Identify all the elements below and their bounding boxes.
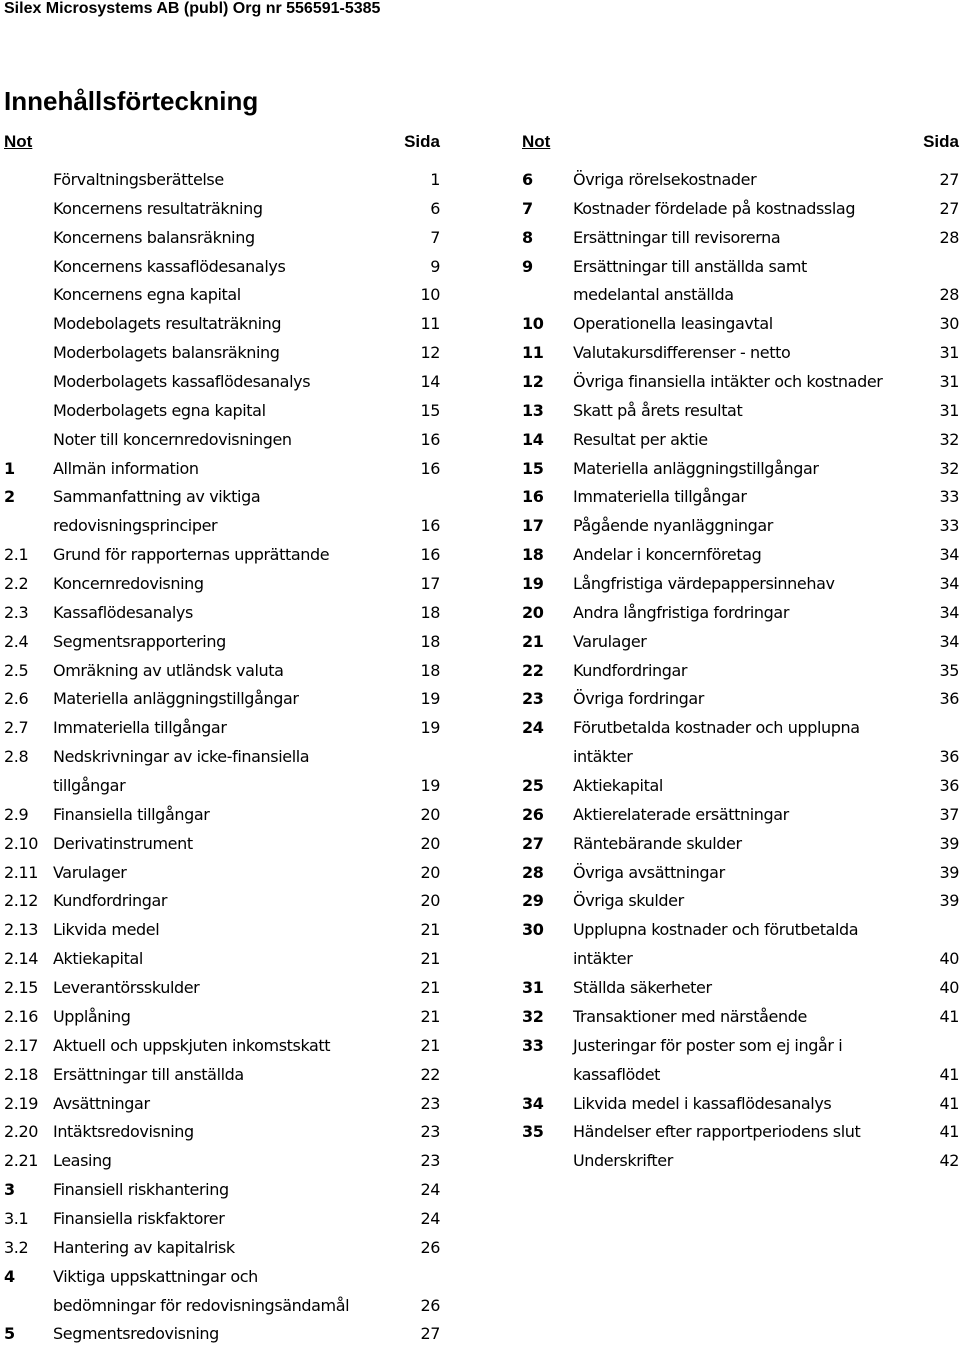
toc-entry-page: 40 [939,949,959,969]
toc-entry [4,195,440,224]
toc-entry-number: 2.16 [4,1006,39,1026]
toc-entry-number: 30 [522,920,544,940]
toc-entry-label: Övriga fordringar [573,689,704,709]
toc-entry-page: 20 [420,891,440,911]
toc-entry-page: 34 [939,602,959,622]
toc-entry [522,368,959,397]
toc-entry-label: Aktiekapital [573,776,663,796]
toc-entry-page: 36 [939,747,959,767]
toc-entry [4,657,440,686]
toc-entry-page: 12 [420,343,440,363]
toc-entry [522,974,959,1003]
toc-entry-label: Moderbolagets kassaflödesanalys [53,372,311,392]
toc-entry-label: Varulager [53,862,127,882]
toc-entry-number: 11 [522,343,544,363]
toc-entry [522,455,959,484]
toc-entry-number: 25 [522,776,544,796]
toc-entry [4,743,440,772]
toc-entry-label: Leasing [53,1151,112,1171]
toc-entry [4,455,440,484]
toc-entry-page: 16 [420,516,440,536]
toc-entry-page: 40 [939,978,959,998]
toc-entry-number: 13 [522,400,544,420]
toc-entry-number: 2.7 [4,718,29,738]
toc-entry [522,339,959,368]
toc-entry-number: 20 [522,602,544,622]
toc-entry-label: Resultat per aktie [573,429,708,449]
toc-entry [4,830,440,859]
toc-entry-label: Aktiekapital [53,949,143,969]
toc-entry-label: Upplupna kostnader och förutbetalda [573,920,859,940]
toc-entry-page: 31 [939,400,959,420]
toc-entry-label: Viktiga uppskattningar och [53,1266,258,1286]
toc-entry-label: Ställda säkerheter [573,978,712,998]
toc-entry-number: 2.10 [4,833,39,853]
toc-entry-number: 2.5 [4,660,29,680]
toc-entry [522,310,959,339]
toc-entry [522,628,959,657]
toc-entry [522,1032,959,1061]
toc-entry-label: Likvida medel [53,920,160,940]
toc-entry-label: Övriga skulder [573,891,684,911]
toc-entry [4,685,440,714]
toc-entry-number: 2.11 [4,862,39,882]
toc-entry-page: 23 [420,1151,440,1171]
toc-entry-number: 18 [522,545,544,565]
toc-entry-page: 24 [420,1208,440,1228]
toc-entry-page: 23 [420,1093,440,1113]
toc-entry [4,253,440,282]
toc-entry [4,166,440,195]
toc-entry [522,166,959,195]
toc-entry-number: 32 [522,1006,544,1026]
toc-entry-number: 2.2 [4,574,29,594]
toc-entry-label: Moderbolagets balansräkning [53,343,280,363]
toc-entry-page: 24 [420,1180,440,1200]
toc-entry [522,887,959,916]
toc-entry [522,570,959,599]
toc-entry-page: 19 [420,718,440,738]
toc-entry [4,541,440,570]
toc-entry [522,483,959,512]
toc-entry-number: 6 [522,170,533,189]
toc-entry-number: 24 [522,718,544,738]
toc-entry-number: 28 [522,862,544,882]
toc-entry-page: 19 [420,776,440,796]
toc-entry-number: 2.6 [4,689,29,709]
toc-entry-page: 28 [939,227,959,247]
toc-entry-page: 30 [939,314,959,334]
toc-entry [4,483,440,512]
toc-entry-label: Grund för rapporternas upprättande [53,545,330,565]
toc-entry [522,945,959,974]
toc-entry-number: 3 [4,1180,15,1200]
toc-entry-label: Koncernens balansräkning [53,227,255,247]
toc-entry [522,1061,959,1090]
toc-entry-page: 39 [939,833,959,853]
toc-entry-label: Noter till koncernredovisningen [53,429,292,449]
company-header: Silex Microsystems AB (publ) Org nr 556591-5385 [4,0,381,17]
toc-entry-label: Modebolagets resultaträkning [53,314,282,334]
toc-entry-label: Segmentsrapportering [53,631,226,651]
toc-entry-label: Långfristiga värdepappersinnehav [573,574,835,594]
toc-entry-label: Förvaltningsberättelse [53,170,224,189]
toc-entry [4,570,440,599]
toc-entry-page: 35 [939,660,959,680]
toc-entry-label: tillgångar [53,776,126,796]
right-column-header [522,132,959,154]
toc-entry [4,974,440,1003]
toc-entry-number: 12 [522,372,544,392]
toc-entry-label: Förutbetalda kostnader och upplupna [573,718,860,738]
toc-entry [522,541,959,570]
toc-entry-number: 1 [4,458,15,478]
toc-entry-page: 23 [420,1122,440,1142]
toc-entry-page: 42 [939,1151,959,1171]
toc-entry [522,743,959,772]
toc-entry [4,1292,440,1321]
toc-entry-label: Koncernens resultaträkning [53,198,263,218]
toc-entry-label: medelantal anställda [573,285,734,305]
toc-entry-label: Leverantörsskulder [53,978,200,998]
toc-entry-label: kassaflödet [573,1064,661,1084]
toc-entry-page: 34 [939,631,959,651]
toc-entry-number: 5 [4,1324,15,1344]
toc-entry [522,599,959,628]
toc-entry-page: 22 [420,1064,440,1084]
toc-entry-page: 32 [939,429,959,449]
toc-entry-label: Operationella leasingavtal [573,314,773,334]
toc-entry-number: 2.18 [4,1064,39,1084]
toc-entry-page: 14 [420,372,440,392]
toc-entry [522,1003,959,1032]
toc-entry-label: Hantering av kapitalrisk [53,1237,235,1257]
toc-entry-page: 36 [939,776,959,796]
toc-entry [522,1118,959,1147]
toc-entry-label: Transaktioner med närstående [573,1006,807,1026]
toc-entry-page: 41 [939,1006,959,1026]
toc-entry-page: 20 [420,833,440,853]
toc-entry-page: 28 [939,285,959,305]
not-column-label: Not [4,132,33,151]
toc-entry [4,859,440,888]
toc-entry-page: 39 [939,891,959,911]
toc-entry [522,1090,959,1119]
toc-entry [4,945,440,974]
toc-entry-page: 17 [420,574,440,594]
toc-entry-number: 26 [522,804,544,824]
toc-entry [4,599,440,628]
toc-entry-label: intäkter [573,949,633,969]
toc-entry-page: 16 [420,429,440,449]
toc-entry-number: 7 [522,198,533,218]
toc-entry-page: 16 [420,545,440,565]
toc-entry [4,1234,440,1263]
toc-entry-page: 18 [420,660,440,680]
toc-entry-page: 41 [939,1122,959,1142]
toc-entry-page: 32 [939,458,959,478]
toc-entry [522,772,959,801]
toc-entry-number: 9 [522,256,533,276]
toc-entry-page: 16 [420,458,440,478]
toc-entry-label: bedömningar för redovisningsändamål [53,1295,350,1315]
toc-entry-number: 3.1 [4,1208,29,1228]
toc-entry-page: 1 [430,170,440,189]
toc-entry-label: Upplåning [53,1006,131,1026]
toc-entry-label: Allmän information [53,458,199,478]
toc-entry-label: Omräkning av utländsk valuta [53,660,284,680]
toc-entry-label: Sammanfattning av viktiga [53,487,261,507]
toc-entry-label: Moderbolagets egna kapital [53,400,266,420]
toc-entry-page: 21 [420,978,440,998]
toc-entry-number: 2.8 [4,747,29,767]
page-title: Innehållsförteckning [4,86,259,116]
toc-left-column [4,166,440,1349]
toc-entry-number: 2 [4,487,15,507]
toc-entry [4,397,440,426]
toc-entry-label: Intäktsredovisning [53,1122,194,1142]
toc-entry-page: 39 [939,862,959,882]
toc-entry-label: Aktuell och uppskjuten inkomstskatt [53,1035,331,1055]
toc-entry [4,368,440,397]
toc-entry-label: Kostnader fördelade på kostnadsslag [573,198,856,218]
toc-entry-label: Materiella anläggningstillgångar [573,458,819,478]
toc-entry [522,224,959,253]
toc-entry-label: Övriga avsättningar [573,862,725,882]
toc-entry-number: 19 [522,574,544,594]
toc-entry-page: 10 [420,285,440,305]
toc-entry-number: 2.1 [4,545,29,565]
toc-entry [522,281,959,310]
toc-entry-label: Aktierelaterade ersättningar [573,804,789,824]
toc-entry-label: Koncernens kassaflödesanalys [53,256,286,276]
toc-entry-label: Underskrifter [573,1151,673,1171]
toc-entry [4,426,440,455]
toc-entry [522,512,959,541]
toc-entry-label: Koncernredovisning [53,574,204,594]
toc-entry-page: 9 [430,256,440,276]
toc-entry-label: Segmentsredovisning [53,1324,219,1344]
toc-entry [4,1176,440,1205]
left-column-header [4,132,440,154]
toc-entry-label: Övriga rörelsekostnader [573,170,757,189]
toc-entry [522,714,959,743]
toc-entry-number: 2.12 [4,891,39,911]
toc-entry-page: 33 [939,487,959,507]
toc-entry-label: Nedskrivningar av icke-finansiella [53,747,310,767]
toc-entry-page: 27 [939,198,959,218]
toc-entry-label: Likvida medel i kassaflödesanalys [573,1093,832,1113]
toc-entry-page: 41 [939,1064,959,1084]
toc-entry [522,859,959,888]
toc-entry-number: 16 [522,487,544,507]
toc-entry-number: 21 [522,631,544,651]
toc-entry-number: 15 [522,458,544,478]
toc-entry-number: 2.20 [4,1122,39,1142]
toc-entry-label: Derivatinstrument [53,833,193,853]
toc-entry-label: Finansiella riskfaktorer [53,1208,225,1228]
toc-entry-number: 35 [522,1122,544,1142]
toc-entry [522,195,959,224]
toc-entry [4,310,440,339]
toc-entry-page: 37 [939,804,959,824]
toc-entry [4,772,440,801]
toc-entry-label: Skatt på årets resultat [573,400,743,420]
toc-entry [4,1003,440,1032]
toc-entry-page: 20 [420,804,440,824]
toc-entry-page: 27 [939,170,959,189]
toc-entry-page: 19 [420,689,440,709]
toc-entry-label: Kundfordringar [53,891,168,911]
toc-entry [4,1118,440,1147]
sida-column-label: Sida [923,132,959,151]
toc-entry-number: 23 [522,689,544,709]
toc-entry-number: 33 [522,1035,544,1055]
toc-entry [4,714,440,743]
toc-entry-page: 31 [939,372,959,392]
toc-entry-number: 2.9 [4,804,29,824]
toc-entry-number: 2.3 [4,602,29,622]
toc-entry-page: 21 [420,1006,440,1026]
toc-entry-label: Materiella anläggningstillgångar [53,689,299,709]
toc-entry [4,339,440,368]
toc-entry-page: 21 [420,949,440,969]
not-column-label: Not [522,132,551,151]
toc-entry [522,801,959,830]
toc-entry [522,397,959,426]
toc-entry-label: Händelser efter rapportperiodens slut [573,1122,861,1142]
toc-entry-number: 17 [522,516,544,536]
toc-entry-page: 11 [420,314,440,334]
toc-entry-number: 8 [522,227,533,247]
toc-right-column [522,166,959,1176]
toc-entry [522,657,959,686]
toc-entry-label: Ersättningar till anställda [53,1064,244,1084]
toc-entry [522,830,959,859]
toc-entry [522,1147,959,1176]
toc-entry-label: Justeringar för poster som ej ingår i [573,1035,843,1055]
toc-entry-page: 7 [430,227,440,247]
toc-entry-number: 2.21 [4,1151,39,1171]
toc-entry-label: Avsättningar [53,1093,150,1113]
toc-entry-label: Räntebärande skulder [573,833,742,853]
toc-entry-label: Finansiell riskhantering [53,1180,229,1200]
toc-entry-number: 2.13 [4,920,39,940]
toc-entry-number: 2.19 [4,1093,39,1113]
toc-entry [522,916,959,945]
toc-entry-label: Kassaflödesanalys [53,602,193,622]
toc-entry [4,887,440,916]
toc-entry-page: 18 [420,602,440,622]
toc-entry-label: Andra långfristiga fordringar [573,602,789,622]
toc-entry-label: Immateriella tillgångar [53,718,227,738]
toc-entry-label: Valutakursdifferenser - netto [573,343,791,363]
toc-entry-page: 34 [939,545,959,565]
toc-entry [522,685,959,714]
toc-entry-page: 21 [420,1035,440,1055]
toc-entry-page: 34 [939,574,959,594]
toc-entry [4,1147,440,1176]
toc-entry-number: 29 [522,891,544,911]
toc-entry-number: 34 [522,1093,544,1113]
toc-entry-number: 10 [522,314,544,334]
toc-entry [4,512,440,541]
toc-entry-page: 21 [420,920,440,940]
toc-entry-label: Finansiella tillgångar [53,804,210,824]
toc-entry [4,1032,440,1061]
toc-entry-page: 41 [939,1093,959,1113]
toc-entry [4,1205,440,1234]
toc-entry-label: Ersättningar till revisorerna [573,227,781,247]
toc-entry [4,281,440,310]
toc-entry [4,628,440,657]
toc-entry [522,253,959,282]
toc-entry-page: 31 [939,343,959,363]
toc-entry-label: Koncernens egna kapital [53,285,241,305]
toc-entry-number: 27 [522,833,544,853]
toc-entry-label: redovisningsprinciper [53,516,218,536]
toc-entry-label: Varulager [573,631,647,651]
toc-entry [4,1263,440,1292]
toc-entry [4,1061,440,1090]
toc-entry-page: 36 [939,689,959,709]
toc-entry-number: 2.17 [4,1035,39,1055]
toc-entry [4,224,440,253]
toc-entry [4,916,440,945]
toc-entry-number: 3.2 [4,1237,29,1257]
toc-entry-number: 2.15 [4,978,39,998]
toc-entry-number: 2.14 [4,949,39,969]
toc-entry-label: Övriga finansiella intäkter och kostnader [573,372,883,392]
toc-entry-page: 18 [420,631,440,651]
toc-entry-page: 15 [420,400,440,420]
toc-entry [4,1090,440,1119]
toc-entry-label: Ersättningar till anställda samt [573,256,807,276]
sida-column-label: Sida [404,132,440,151]
toc-entry-page: 27 [420,1324,440,1344]
toc-entry-label: Kundfordringar [573,660,688,680]
toc-entry-label: Andelar i koncernföretag [573,545,762,565]
toc-entry-label: Pågående nyanläggningar [573,516,773,536]
toc-entry-number: 31 [522,978,544,998]
toc-entry-page: 20 [420,862,440,882]
toc-entry-label: Immateriella tillgångar [573,487,747,507]
toc-entry [522,426,959,455]
toc-entry-page: 26 [420,1295,440,1315]
toc-entry-number: 14 [522,429,544,449]
toc-entry-number: 4 [4,1266,15,1286]
toc-entry-page: 6 [430,198,440,218]
toc-entry-number: 22 [522,660,544,680]
toc-entry-page: 26 [420,1237,440,1257]
toc-entry-label: intäkter [573,747,633,767]
toc-entry-number: 2.4 [4,631,29,651]
toc-entry-page: 33 [939,516,959,536]
toc-entry [4,801,440,830]
